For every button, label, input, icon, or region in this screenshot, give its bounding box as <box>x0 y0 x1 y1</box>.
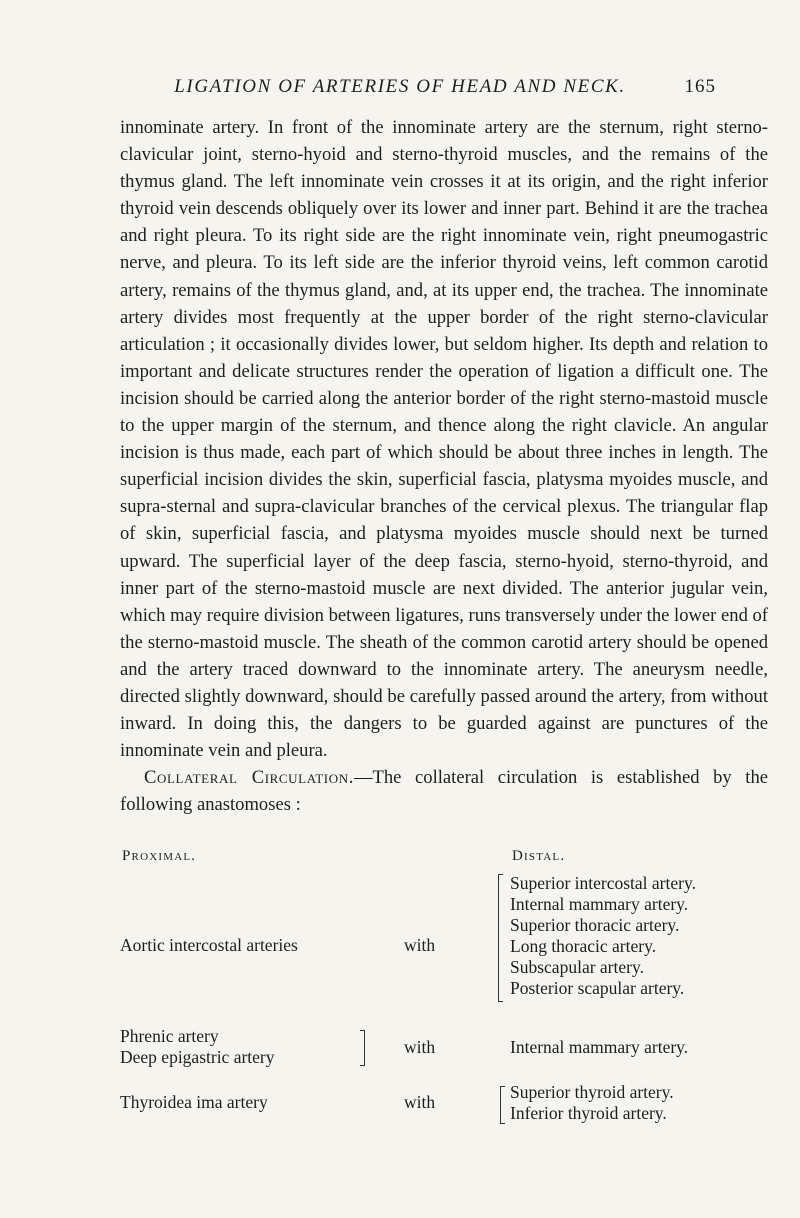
distal-cell: Internal mammary artery. <box>510 894 689 914</box>
paragraph-collateral-circulation <box>120 764 768 818</box>
distal-column-header: Distal. <box>512 848 566 864</box>
proximal-column-header: Proximal. <box>122 848 197 864</box>
body-text <box>120 114 768 818</box>
distal-cell: Subscapular artery. <box>510 957 644 977</box>
running-title: LIGATION OF ARTERIES OF HEAD AND NECK. <box>174 76 626 97</box>
page-number: 165 <box>684 76 716 97</box>
distal-cell: Long thoracic artery. <box>510 936 657 956</box>
distal-cell: Inferior thyroid artery. <box>510 1103 667 1123</box>
connector-with: with <box>404 935 436 955</box>
proximal-cell: Thyroidea ima artery <box>120 1092 268 1112</box>
collateral-circulation-text: —The collateral circulation is established by the following anastomoses : <box>120 767 768 816</box>
proximal-cell: Phrenic artery <box>120 1026 219 1046</box>
proximal-cell: Aortic intercostal arteries <box>120 935 298 955</box>
running-head <box>0 76 800 104</box>
proximal-cell: Deep epigastric artery <box>120 1047 275 1067</box>
left-brace <box>498 874 503 1002</box>
connector-with: with <box>404 1037 436 1057</box>
anastomoses-table <box>120 848 780 1188</box>
distal-cell: Superior thoracic artery. <box>510 915 680 935</box>
connector-with: with <box>404 1092 436 1112</box>
distal-cell: Internal mammary artery. <box>510 1037 689 1057</box>
distal-cell: Posterior scapular artery. <box>510 978 685 998</box>
collateral-circulation-heading: Collateral Circulation. <box>144 767 354 789</box>
distal-cell: Superior thyroid artery. <box>510 1082 674 1102</box>
paragraph-innominate-artery: innominate artery. In front of the innominate artery are the sternum, right sterno-clavicular joint, sterno-hyoid and sterno-thyroid muscles, and the remains of the thymus gland. The left innominate vein crosses it at its origin, and the right inferior thyroid vein descends obliquely over its lower and inner part. Behind it are the trachea and right pleura. To its right side are the right innominate vein, right pneumogastric nerve, and pleura. To its left side are the inferior thyroid veins, left common carotid artery, remains of the thymus gland, and, at its upper end, the trachea. The innominate artery divides most frequently at the upper border of the right sterno-clavicular articulation ; it occasionally divides lower, but seldom higher. Its depth and relation to important and delicate structures render the operation of ligation a difficult one. The incision should be carried along the anterior border of the right sterno-mastoid muscle to the upper margin of the sternum, and thence along the right clavicle. An angular incision is thus made, each part of which should be about three inches in length. The superficial incision divides the skin, superficial fascia, platysma myoides muscle, and supra-sternal and supra-clavicular branches of the cervical plexus. The triangular flap of skin, superficial fascia, and platysma myoides muscle should next be turned upward. The superficial layer of the deep fascia, sterno-hyoid, sterno-thyroid, and inner part of the sterno-mastoid muscle are next divided. The anterior jugular vein, which may require division between ligatures, runs transversely under the lower end of the sterno-mastoid muscle. The sheath of the common carotid artery should be opened and the artery traced downward to the innominate artery. The aneurysm needle, directed slightly downward, should be carefully passed around the artery, from without inward. In doing this, the dangers to be guarded against are punctures of the innominate vein and pleura. <box>120 117 769 762</box>
left-brace <box>500 1086 505 1124</box>
distal-cell: Superior intercostal artery. <box>510 873 696 893</box>
right-brace <box>360 1030 365 1066</box>
